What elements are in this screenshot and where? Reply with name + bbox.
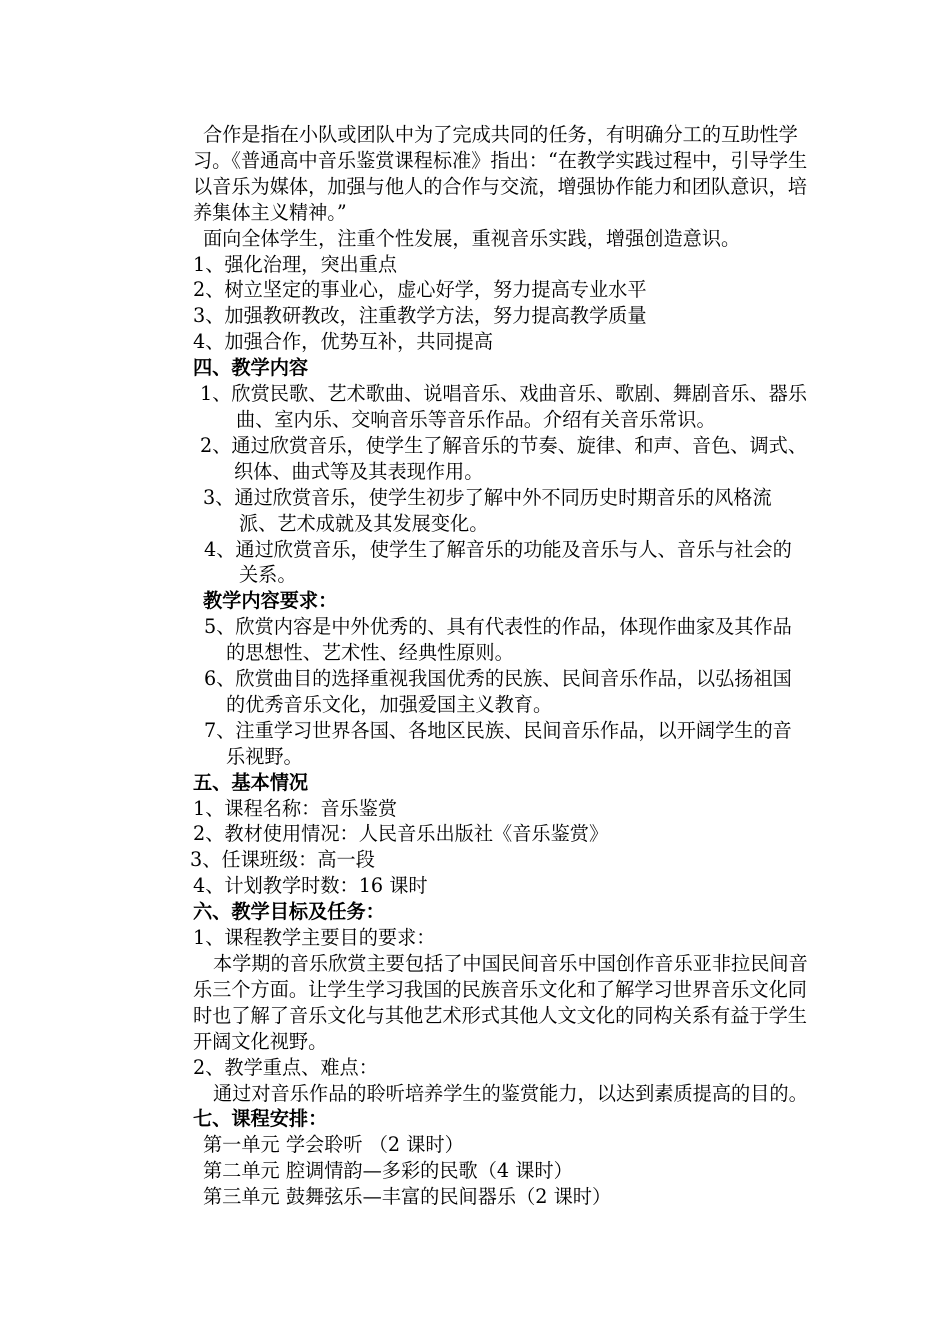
list-item: 5、欣赏内容是中外优秀的、具有代表性的作品，体现作曲家及其作品的思想性、艺术性、经典性原则。 [204,615,792,665]
list-item: 1、强化治理，突出重点 [193,252,398,276]
unit-item: 第一单元 学会聆听 （2 课时） [203,1133,464,1157]
list-item: 2、通过欣赏音乐，使学生了解音乐的节奏、旋律、和声、音色、调式、织体、曲式等及其表现作用。 [200,433,808,483]
list-item: 3、加强教研教改，注重教学方法，努力提高教学质量 [193,304,647,328]
subsection-heading: 2、教学重点、难点： [193,1055,378,1079]
section-heading: 六、教学目标及任务： [193,900,385,924]
unit-item: 第三单元 鼓舞弦乐—丰富的民间器乐（2 课时） [203,1185,612,1209]
list-item: 1、课程名称：音乐鉴赏 [193,796,398,820]
paragraph-cooperation: 合作是指在小队或团队中为了完成共同的任务，有明确分工的互助性学习。《普通高中音乐鉴赏课程标准》指出：“在教学实践过程中，引导学生以音乐为媒体，加强与他人的合作与交流，增强协作能力和团队意识，培养集体主义精神。” [193,123,808,224]
paragraph-key-points: 通过对音乐作品的聆听培养学生的鉴赏能力，以达到素质提高的目的。 [213,1081,808,1105]
paragraph-all-students: 面向全体学生，注重个性发展，重视音乐实践，增强创造意识。 [203,226,741,250]
list-item: 2、教材使用情况：人民音乐出版社《音乐鉴赏》 [193,822,609,846]
list-item: 6、欣赏曲目的选择重视我国优秀的民族、民间音乐作品，以弘扬祖国的优秀音乐文化，加强爱国主义教育。 [204,667,792,716]
list-item: 4、加强合作，优势互补，共同提高 [193,330,494,354]
section-heading: 五、基本情况 [193,770,309,794]
list-item: 4、计划教学时数：16 课时 [193,874,428,898]
unit-item: 第二单元 腔调情韵—多彩的民歌（4 课时） [203,1159,573,1183]
list-item: 1、欣赏民歌、艺术歌曲、说唱音乐、戏曲音乐、歌剧、舞剧音乐、器乐曲、室内乐、交响音乐等音乐作品。介绍有关音乐常识。 [200,382,808,431]
document-page [190,122,808,1210]
list-item: 3、任课班级：高一段 [190,848,375,872]
section-heading: 四、教学内容 [193,356,309,380]
list-item: 4、通过欣赏音乐，使学生了解音乐的功能及音乐与人、音乐与社会的关系。 [204,537,792,587]
list-item: 7、注重学习世界各国、各地区民族、民间音乐作品，以开阔学生的音乐视野。 [204,718,792,768]
list-item: 2、树立坚定的事业心，虚心好学，努力提高专业水平 [193,278,647,302]
paragraph-goals: 本学期的音乐欣赏主要包括了中国民间音乐中国创作音乐亚非拉民间音乐三个方面。让学生学习我国的民族音乐文化和了解学习世界音乐文化同时也了解了音乐文化与其他艺术形式其他人文文化的同构关系有益于学生开阔文化视野。 [193,952,808,1053]
list-item: 3、通过欣赏音乐，使学生初步了解中外不同历史时期音乐的风格流派、艺术成就及其发展变化。 [203,485,772,535]
subsection-heading: 1、课程教学主要目的要求： [193,926,436,950]
subsection-heading: 教学内容要求： [203,589,338,613]
section-heading: 七、课程安排： [193,1107,328,1131]
